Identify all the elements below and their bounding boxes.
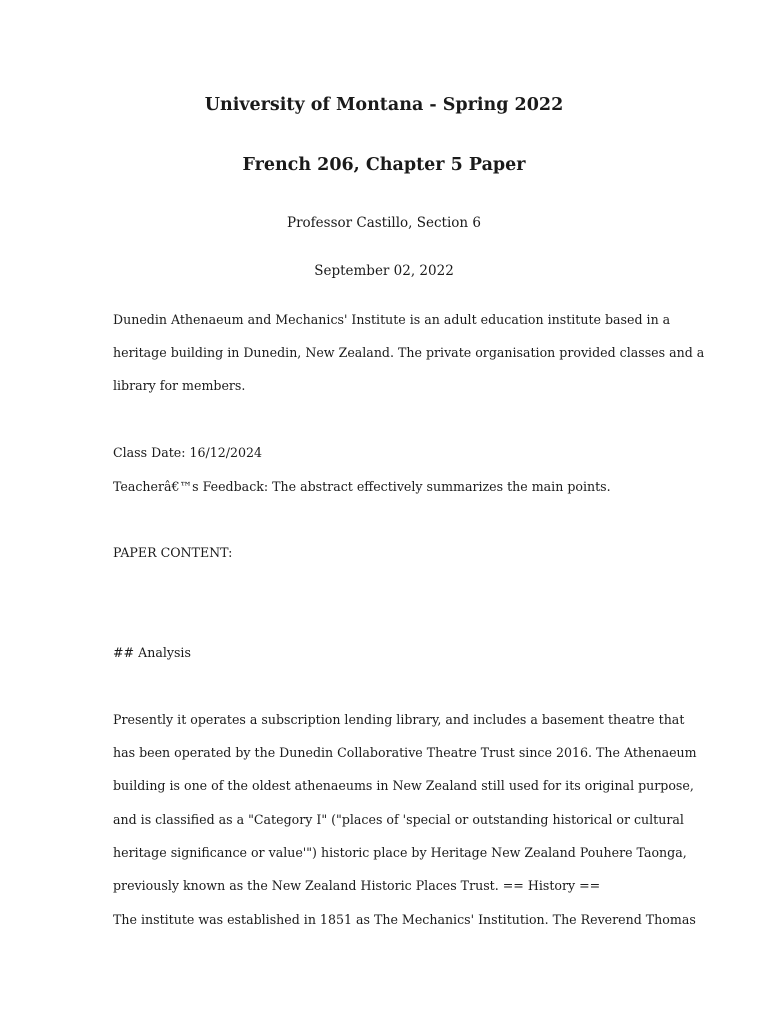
intro-line: heritage building in Dunedin, New Zealand. The private organisation provided classes and a (113, 345, 705, 360)
intro-line: library for members. (113, 378, 246, 393)
paper-title: French 206, Chapter 5 Paper (242, 155, 526, 175)
body-line: and is classified as a "Category I" ("places of 'special or outstanding historical or cultural (113, 812, 684, 827)
intro-line: Dunedin Athenaeum and Mechanics' Institute is an adult education institute based in a (113, 312, 671, 327)
paper-content-heading: PAPER CONTENT: (113, 545, 233, 560)
body-line: building is one of the oldest athenaeums in New Zealand still used for its original purpose, (113, 778, 694, 793)
body-line: The institute was established in 1851 as The Mechanics' Institution. The Reverend Thomas (113, 912, 696, 927)
body-line: heritage significance or value'") historic place by Heritage New Zealand Pouhere Taonga, (113, 845, 687, 860)
date-line: September 02, 2022 (314, 263, 454, 279)
body-line: previously known as the New Zealand Historic Places Trust. == History == (113, 878, 601, 893)
class-date: Class Date: 16/12/2024 (113, 445, 263, 460)
professor-line: Professor Castillo, Section 6 (286, 215, 482, 231)
teacher-feedback: Teacherâ€™s Feedback: The abstract effectively summarizes the main points. (113, 479, 611, 494)
body-line: has been operated by the Dunedin Collaborative Theatre Trust since 2016. The Athenaeum (113, 745, 697, 760)
analysis-heading: ## Analysis (113, 645, 191, 660)
body-line: Presently it operates a subscription lending library, and includes a basement theatre that (113, 712, 685, 727)
university-title: University of Montana - Spring 2022 (204, 95, 564, 115)
